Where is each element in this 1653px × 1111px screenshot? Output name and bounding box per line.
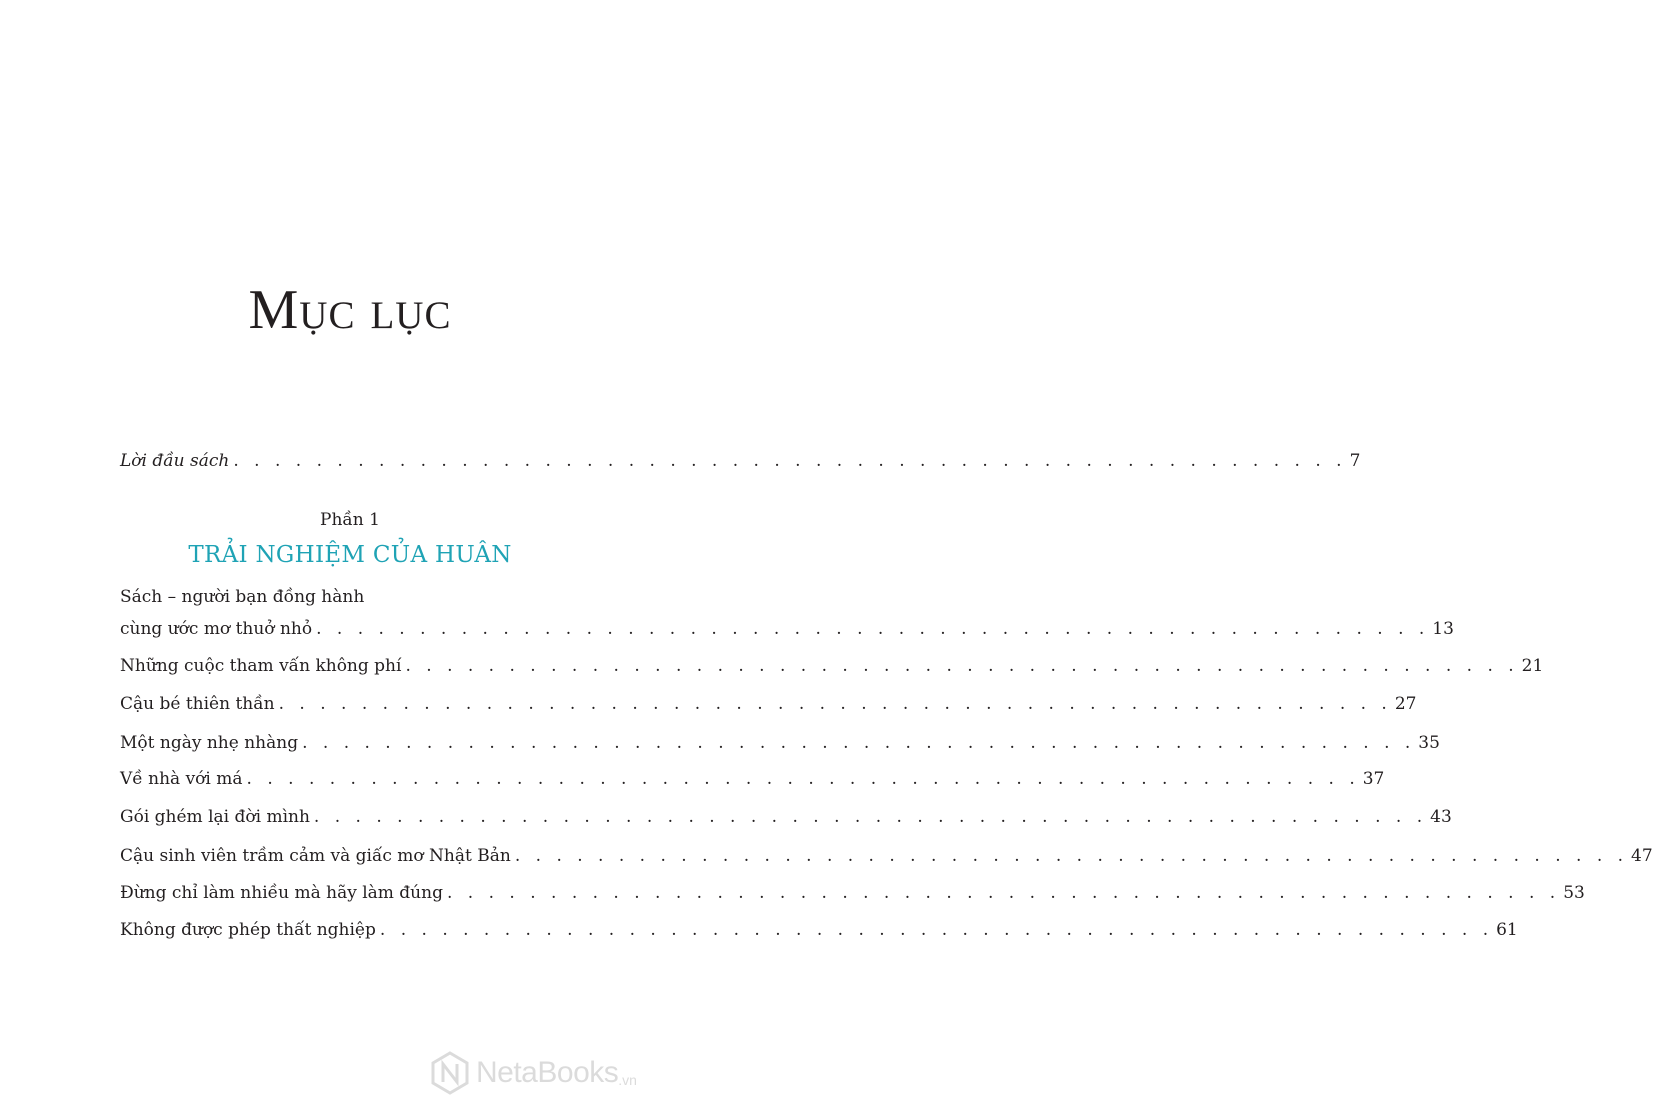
toc-entry-page: 13 <box>1432 619 1454 639</box>
dot-leader: . . . . . . . . . . . . . . . . . . . . . . . . . . . . . . . . . . . . . . . . . . . . . . . . . . . . . . <box>313 807 1428 827</box>
page-title: Mục lục <box>248 279 452 341</box>
watermark-brand: NetaBooks <box>476 1056 619 1089</box>
toc-entry <box>120 806 1452 828</box>
toc-entry-label: Một ngày nhẹ nhàng <box>120 733 299 753</box>
toc-entry-page: 47 <box>1631 846 1653 866</box>
toc-entry-label: Đừng chỉ làm nhiều mà hãy làm đúng <box>120 883 443 903</box>
toc-entry-label: Những cuộc tham vấn không phí <box>120 656 402 676</box>
toc-entry <box>120 845 1653 867</box>
toc-entry-label: Không được phép thất nghiệp <box>120 920 376 940</box>
dot-leader: . . . . . . . . . . . . . . . . . . . . . . . . . . . . . . . . . . . . . . . . . . . . . . . . . . . . . . <box>316 619 1430 639</box>
toc-entry-page: 7 <box>1349 451 1361 471</box>
toc-entry-page: 35 <box>1418 733 1440 753</box>
toc-entry-page: 61 <box>1496 920 1518 940</box>
dot-leader: . . . . . . . . . . . . . . . . . . . . . . . . . . . . . . . . . . . . . . . . . . . . . . . . . . . . . . <box>246 769 1360 789</box>
watermark-suffix: .vn <box>618 1072 637 1088</box>
dot-leader: . . . . . . . . . . . . . . . . . . . . . . . . . . . . . . . . . . . . . . . . . . . . . . . . . . . . . . <box>302 733 1416 753</box>
part-title: TRẢI NGHIỆM CỦA HUÂN <box>188 542 512 568</box>
toc-entry-page: 37 <box>1362 769 1385 789</box>
dot-leader: . . . . . . . . . . . . . . . . . . . . . . . . . . . . . . . . . . . . . . . . . . . . . . . . . . . . . . <box>278 694 1392 714</box>
toc-entry <box>120 732 1440 754</box>
dot-leader: . . . . . . . . . . . . . . . . . . . . . . . . . . . . . . . . . . . . . . . . . . . . . . . . . . . . . . <box>379 920 1494 940</box>
toc-entry-label: Về nhà với má <box>120 769 243 789</box>
toc-entry-preface <box>120 450 1361 472</box>
toc-entry-page: 27 <box>1394 694 1417 714</box>
toc-entry-label: Cậu bé thiên thần <box>120 694 275 714</box>
toc-entry <box>120 919 1518 941</box>
watermark <box>430 1050 690 1096</box>
dot-leader: . . . . . . . . . . . . . . . . . . . . . . . . . . . . . . . . . . . . . . . . . . . . . . . . . . . . . . <box>233 451 1347 471</box>
toc-entry-first-line: Sách – người bạn đồng hành <box>120 587 365 607</box>
toc-entry-label: cùng ước mơ thuở nhỏ <box>120 619 313 639</box>
part-label: Phần 1 <box>320 510 380 530</box>
toc-entry <box>120 655 1544 677</box>
toc-entry <box>120 618 1454 640</box>
toc-entry-page: 53 <box>1563 883 1585 903</box>
toc-entry <box>120 882 1585 904</box>
dot-leader: . . . . . . . . . . . . . . . . . . . . . . . . . . . . . . . . . . . . . . . . . . . . . . . . . . . . . . <box>405 656 1519 676</box>
dot-leader: . . . . . . . . . . . . . . . . . . . . . . . . . . . . . . . . . . . . . . . . . . . . . . . . . . . . . . <box>446 883 1561 903</box>
toc-entry <box>120 693 1417 715</box>
toc-entry-label: Lời đầu sách <box>120 451 230 471</box>
toc-entry-page: 21 <box>1521 656 1544 676</box>
toc-entry <box>120 768 1385 790</box>
toc-entry-page: 43 <box>1430 807 1452 827</box>
hexagon-n-logo-icon <box>430 1051 470 1095</box>
toc-entry-label: Gói ghém lại đời mình <box>120 807 310 827</box>
toc-entry-label: Cậu sinh viên trầm cảm và giấc mơ Nhật Bản <box>120 846 511 866</box>
dot-leader: . . . . . . . . . . . . . . . . . . . . . . . . . . . . . . . . . . . . . . . . . . . . . . . . . . . . . . <box>514 846 1629 866</box>
